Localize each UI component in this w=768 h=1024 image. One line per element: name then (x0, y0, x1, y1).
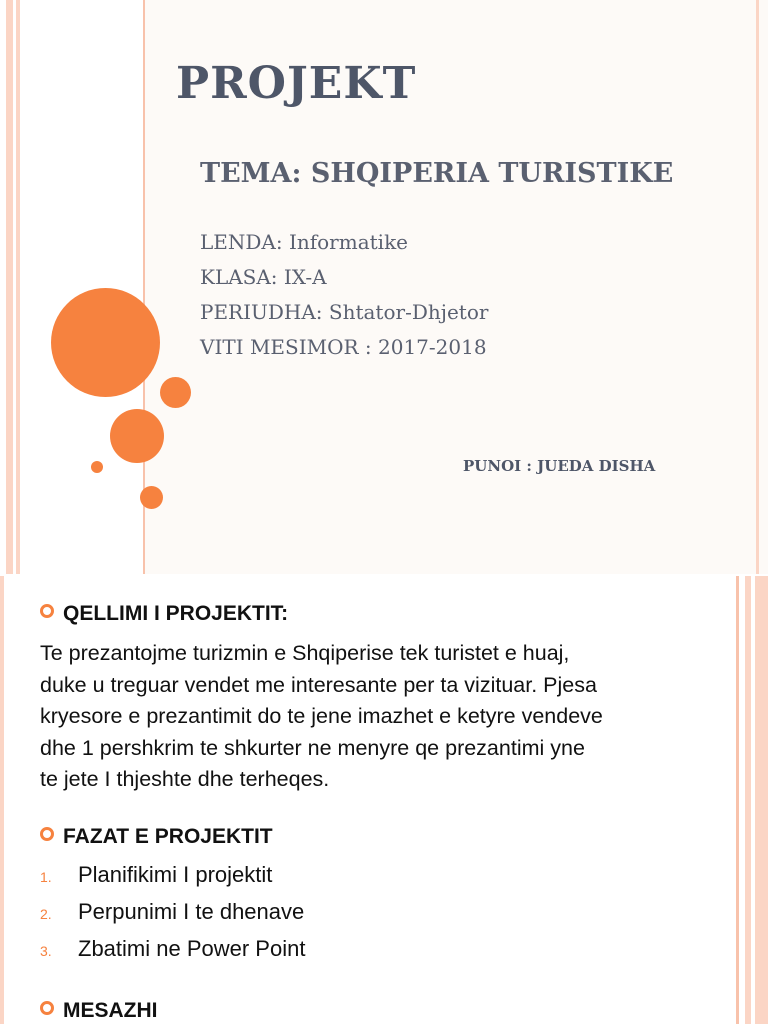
ring-bullet-icon (40, 1001, 54, 1015)
goal-line: kryesore e prezantimit do te jene imazhet e ketyre vendeve (40, 704, 603, 728)
list-text: Planifikimi I projektit (78, 862, 273, 887)
list-item (40, 899, 304, 925)
decorative-circle-large (51, 288, 160, 397)
goal-heading-text: QELLIMI I PROJEKTIT: (63, 602, 289, 625)
content-slide (0, 576, 768, 1024)
period-line: PERIUDHA: Shtator-Dhjetor (200, 300, 489, 324)
list-text: Zbatimi ne Power Point (78, 936, 306, 961)
class-line: KLASA: IX-A (200, 265, 327, 289)
subject-line: LENDA: Informatike (200, 230, 409, 254)
goal-paragraph (40, 638, 730, 796)
decorative-panel-left (20, 0, 143, 574)
list-number: 2. (40, 906, 52, 922)
goal-heading (40, 602, 288, 626)
author-line: PUNOI : JUEDA DISHA (463, 457, 656, 475)
goal-line: te jete I thjeshte dhe terheqes. (40, 767, 330, 791)
ring-bullet-icon (40, 604, 54, 618)
goal-line: Te prezantojme turizmin e Shqiperise tek turistet e huaj, (40, 641, 570, 665)
decorative-circle-tiny (91, 461, 103, 473)
decorative-edge-left (0, 576, 4, 1024)
goal-line: dhe 1 pershkrim te shkurter ne menyre qe prezantimi yne (40, 735, 585, 760)
list-number: 3. (40, 943, 52, 959)
decorative-circle-small-2 (140, 486, 163, 509)
phases-heading (40, 825, 273, 849)
slide-title: PROJEKT (176, 58, 417, 109)
decorative-stripe-right (756, 0, 759, 574)
slide-subtitle: TEMA: SHQIPERIA TURISTIKE (200, 158, 674, 189)
list-item (40, 936, 305, 962)
list-item (40, 862, 272, 888)
phases-heading-text: FAZAT E PROJEKTIT (63, 825, 273, 848)
decorative-circle-small (160, 377, 191, 408)
list-number: 1. (40, 869, 52, 885)
school-year-line: VITI MESIMOR : 2017-2018 (200, 335, 487, 359)
decorative-stripes-right (733, 576, 768, 1024)
decorative-circle-medium (110, 409, 164, 463)
ring-bullet-icon (40, 827, 54, 841)
message-heading (40, 999, 158, 1023)
message-heading-text: MESAZHI (63, 999, 158, 1022)
goal-line: duke u treguar vendet me interesante per ta vizituar. Pjesa (40, 672, 597, 697)
list-text: Perpunimi I te dhenave (78, 899, 305, 924)
